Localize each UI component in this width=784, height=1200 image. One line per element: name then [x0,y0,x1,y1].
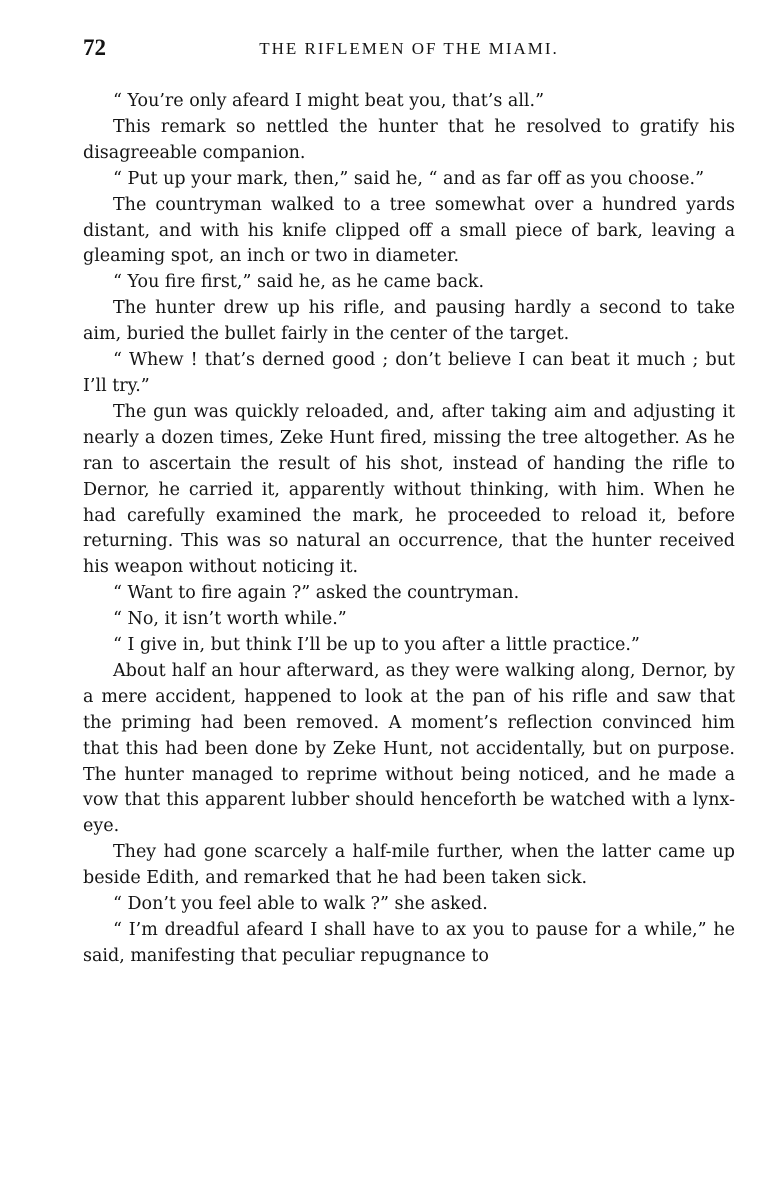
body-text [83,89,735,970]
page-header [83,34,735,64]
paragraph: The countryman walked to a tree somewhat over a hundred yards distant, and with his knife clipped off a small piece of bark, leaving a gleaming spot, an inch or two in diameter. [83,194,735,267]
page-number: 72 [83,35,106,60]
running-title: THE RIFLEMEN OF THE MIAMI. [259,39,559,58]
paragraph: “ No, it isn’t worth while.” [113,609,347,630]
paragraph: “ I give in, but think I’ll be up to you after a little practice.” [113,635,640,656]
paragraph: The hunter drew up his rifle, and pausing hardly a second to take aim, buried the bullet fairly in the center of the target. [83,298,735,345]
paragraph: “ Want to fire again ?” asked the countryman. [113,583,520,604]
paragraph: The gun was quickly reloaded, and, after taking aim and adjusting it nearly a dozen times, Zeke Hunt fired, missing the tree altogether. As he ran to ascertain the result of his shot, instead of handing the rifle to Dernor, he carried it, apparently without thinking, with him. When he had carefully examined the mark, he proceeded to reload it, before returning. This was so natural an occurrence, that the hunter received his weapon without noticing it. [83,401,735,578]
paragraph: “ I’m dreadful afeard I shall have to ax you to pause for a while,” he said, manifesting that peculiar repugnance to [83,920,735,966]
paragraph: This remark so nettled the hunter that he resolved to gratify his disagreeable companion. [83,116,735,163]
paragraph: They had gone scarcely a half-mile further, when the latter came up beside Edith, and remarked that he had been taken sick. [83,842,735,889]
paragraph: “ Whew ! that’s derned good ; don’t believe I can beat it much ; but I’ll try.” [83,350,735,396]
paragraph: “ Don’t you feel able to walk ?” she asked. [113,894,488,915]
paragraph: “ You fire first,” said he, as he came back. [113,272,485,293]
paragraph: About half an hour afterward, as they were walking along, Dernor, by a mere accident, happened to look at the pan of his rifle and saw that the priming had been removed. A moment’s reflection convinced him that this had been done by Zeke Hunt, not accidentally, but on purpose. The hunter managed to reprime without being noticed, and he made a vow that this apparent lubber should henceforth be watched with a lynx-eye. [83,660,735,837]
paragraph: “ You’re only afeard I might beat you, that’s all.” [113,91,545,111]
paragraph: “ Put up your mark, then,” said he, “ and as far off as you choose.” [113,168,705,189]
